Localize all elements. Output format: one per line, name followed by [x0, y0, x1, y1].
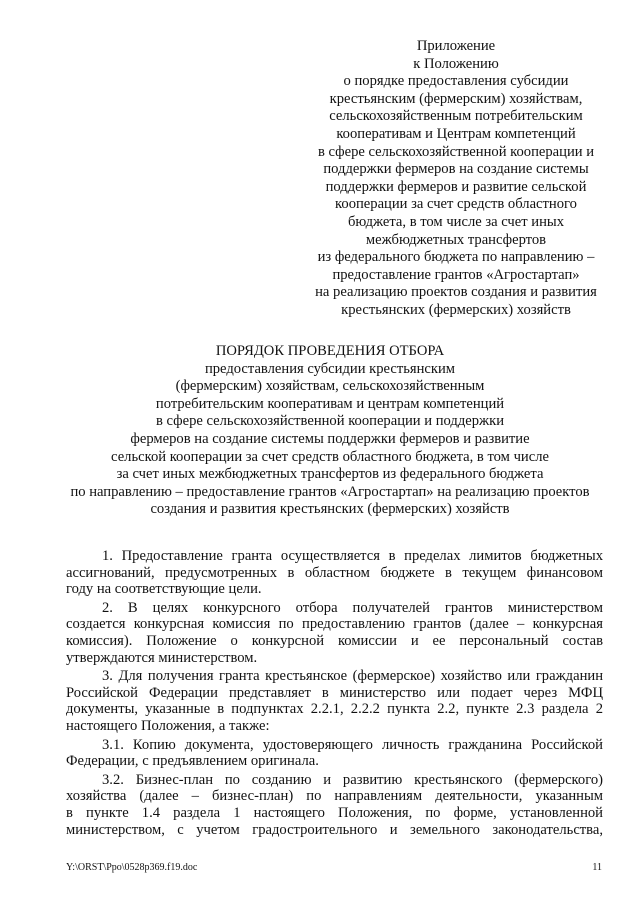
- title-line: по направлению – предоставление грантов «Агростартап» на реализацию проектов: [70, 483, 590, 500]
- paragraph-line: 3.2. Бизнес-план по созданию и развитию крестьянского (фермерского): [102, 771, 603, 788]
- paragraph-line: хозяйства (далее – бизнес-план) по направлениям деятельности, указанным: [66, 788, 603, 805]
- appendix-line: крестьянским (фермерским) хозяйствам,: [329, 90, 583, 107]
- appendix-line: поддержки фермеров и развитие сельской: [325, 178, 587, 195]
- paragraph-line: 1. Предоставление гранта осуществляется в пределах лимитов бюджетных: [102, 548, 603, 564]
- paragraph-line: настоящего Положения, а также:: [66, 717, 270, 734]
- title-line: за счет иных межбюджетных трансфертов из федерального бюджета: [116, 466, 544, 483]
- appendix-line: крестьянских (фермерских) хозяйств: [341, 301, 571, 318]
- title-line: (фермерским) хозяйствам, сельскохозяйственным: [175, 378, 485, 395]
- appendix-line: Приложение: [416, 38, 496, 54]
- appendix-line: о порядке предоставления субсидии: [343, 73, 569, 90]
- paragraph-3-2: [66, 772, 603, 838]
- appendix-line: в сфере сельскохозяйственной кооперации и: [317, 143, 595, 160]
- title-line: предоставления субсидии крестьянским: [204, 360, 456, 377]
- title-line: потребительским кооперативам и центрам компетенций: [155, 395, 505, 412]
- title-line: создания и развития крестьянских (фермерских) хозяйств: [150, 501, 510, 518]
- footer-file-path: Y:\ORST\Ppo\0528p369.f19.doc: [66, 862, 198, 873]
- appendix-line: межбюджетных трансфертов: [365, 231, 547, 248]
- page-number: 11: [592, 862, 602, 873]
- paragraph-line: 3.1. Копию документа, удостоверяющего личность гражданина Российской: [102, 736, 603, 753]
- appendix-line: предоставление грантов «Агростартап»: [332, 266, 580, 283]
- paragraph-line: документы, указанные в подпунктах 2.2.1, 2.2.2 пункта 2.2, пункте 2.3 раздела 2: [66, 701, 603, 718]
- paragraph-line: Российской Федерации представляет в министерство или подает через МФЦ: [66, 684, 603, 701]
- appendix-line: на реализацию проектов создания и развития: [315, 284, 597, 301]
- appendix-line: кооперации за счет средств областного: [335, 196, 577, 213]
- title-line: сельской кооперации за счет средств областного бюджета, в том числе: [111, 448, 549, 465]
- paragraph-line: министерством, с учетом градостроительного и земельного законодательства,: [66, 821, 603, 838]
- paragraph-line: комиссия). Положение о конкурсной комиссии и ее персональный состав: [66, 632, 603, 649]
- appendix-line: поддержки фермеров на создание системы: [323, 161, 589, 178]
- appendix-line: к Положению: [413, 55, 499, 72]
- paragraph-3-1: [66, 737, 603, 770]
- appendix-line: бюджета, в том числе за счет иных: [347, 213, 564, 230]
- paragraph-line: ассигнований, предусмотренных в областном бюджете в текущем финансовом: [66, 564, 603, 581]
- paragraph-3: [66, 668, 603, 734]
- paragraph-2: [66, 600, 603, 666]
- title-line: фермеров на создание системы поддержки фермеров и развитие: [130, 430, 530, 447]
- paragraph-line: создается конкурсная комиссия по предоставлению грантов (далее – конкурсная: [66, 616, 603, 633]
- paragraph-1: [66, 548, 603, 598]
- appendix-line: кооперативам и Центрам компетенций: [336, 125, 576, 142]
- paragraph-line: 2. В целях конкурсного отбора получателей грантов министерством: [102, 599, 603, 616]
- paragraph-line: году на соответствующие цели.: [66, 581, 262, 598]
- paragraph-line: Федерации, с предъявлением оригинала.: [66, 753, 319, 770]
- title-heading: ПОРЯДОК ПРОВЕДЕНИЯ ОТБОРА: [215, 343, 445, 359]
- document-title: [40, 343, 620, 519]
- document-body: [66, 548, 603, 840]
- appendix-header: [290, 38, 622, 320]
- title-line: в сфере сельскохозяйственной кооперации и поддержки: [155, 413, 505, 430]
- appendix-line: из федерального бюджета по направлению –: [317, 249, 595, 266]
- paragraph-line: в пункте 1.4 раздела 1 настоящего Положения, по форме, установленной: [66, 804, 603, 821]
- appendix-line: сельскохозяйственным потребительским: [329, 108, 583, 125]
- paragraph-line: 3. Для получения гранта крестьянское (фермерское) хозяйство или гражданин: [102, 668, 603, 685]
- paragraph-line: утверждаются министерством.: [66, 649, 258, 666]
